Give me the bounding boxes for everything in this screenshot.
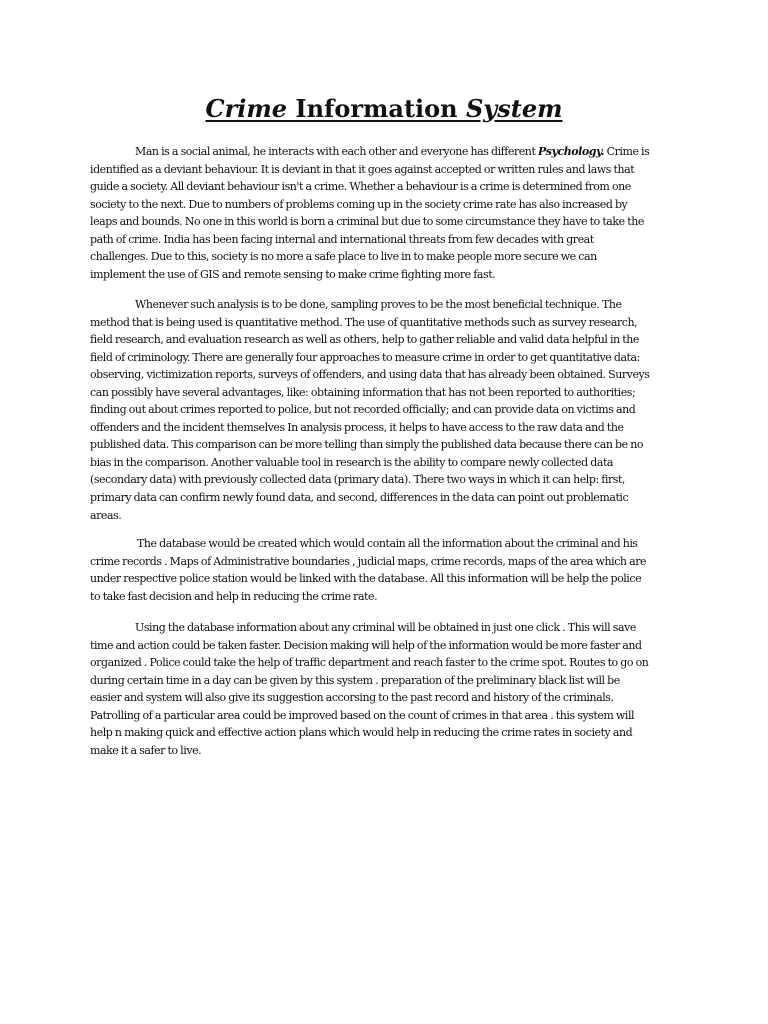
text-run: The database would be created which would contain all the information about the criminal and his: [137, 537, 638, 550]
paragraph-line: [90, 296, 680, 314]
paragraph-line: organized . Police could take the help of traffic department and reach faster to the crime spot. Routes to go on: [90, 656, 649, 670]
paragraph-line: finding out about crimes reported to police, but not recorded officially; and can provide data on victims and: [90, 403, 636, 417]
paragraph-line: help n making quick and effective action plans which would help in reducing the crime rates in society and: [90, 726, 633, 740]
emphasis-psychology: Psychology.: [537, 145, 605, 158]
title-word-information: Information: [287, 94, 466, 123]
paragraph-1: [90, 143, 680, 283]
paragraph-line: during certain time in a day can be given by this system . preparation of the preliminary black list will be: [90, 673, 620, 687]
paragraph-line: Patrolling of a particular area could be improved based on the count of crimes in that area . this system will: [90, 708, 635, 722]
paragraph-line: [90, 535, 680, 553]
paragraph-line: society to the next. Due to numbers of problems coming up in the society crime rate has also increased by: [90, 197, 628, 211]
paragraph-line: can possibly have several advantages, like: obtaining information that has not been reported to authorities;: [90, 385, 636, 399]
paragraph-line: observing, victimization reports, surveys of offenders, and using data that has already been obtained. Surveys: [90, 368, 650, 382]
text-run: Whenever such analysis is to be done, sampling proves to be the most beneficial technique. The: [135, 298, 622, 311]
paragraph-4: [90, 619, 680, 759]
paragraph-line: bias in the comparison. Another valuable tool in research is the ability to compare newly collected data: [90, 455, 614, 469]
paragraph-line: challenges. Due to this, society is no more a safe place to live in to make people more secure we can: [90, 250, 597, 264]
paragraph-line: identified as a deviant behaviour. It is deviant in that it goes against accepted or written rules and laws that: [90, 162, 635, 176]
paragraph-line: method that is being used is quantitative method. The use of quantitative methods such as survey research,: [90, 315, 638, 329]
paragraph-line: areas.: [90, 508, 122, 522]
paragraph-line: field research, and evaluation research as well as others, help to gather reliable and valid data helpful in the: [90, 333, 639, 347]
paragraph-line: [90, 619, 680, 637]
text-run: Using the database information about any criminal will be obtained in just one click . This will save: [135, 621, 636, 634]
paragraph-line: field of criminology. There are generally four approaches to measure crime in order to get quantitative data:: [90, 350, 640, 364]
paragraph-line: implement the use of GIS and remote sensing to make crime fighting more fast.: [90, 267, 496, 281]
text-run: Crime is: [604, 145, 650, 158]
paragraph-line: path of crime. India has been facing internal and international threats from few decades with great: [90, 232, 594, 246]
paragraph-3: [90, 535, 680, 605]
paragraph-line: [90, 143, 680, 161]
paragraph-line: (secondary data) with previously collected data (primary data). There two ways in which it can help: first,: [90, 473, 625, 487]
text-run: Man is a social animal, he interacts with each other and everyone has different: [135, 145, 538, 158]
paragraph-line: crime records . Maps of Administrative boundaries , judicial maps, crime records, maps of the area which are: [90, 554, 647, 568]
title-word-crime: Crime: [205, 94, 287, 123]
paragraph-line: guide a society. All deviant behaviour isn't a crime. Whether a behaviour is a crime is determined from one: [90, 180, 631, 194]
paragraph-2: [90, 296, 680, 524]
paragraph-line: published data. This comparison can be more telling than simply the published data because there can be no: [90, 438, 644, 452]
paragraph-line: offenders and the incident themselves In analysis process, it helps to have access to the raw data and the: [90, 420, 624, 434]
paragraph-line: make it a safer to live.: [90, 743, 202, 757]
paragraph-line: time and action could be taken faster. Decision making will help of the information would be more faster and: [90, 638, 642, 652]
page-title: [0, 92, 768, 126]
paragraph-line: under respective police station would be linked with the database. All this information will be help the police: [90, 572, 642, 586]
title-word-system: System: [465, 94, 563, 123]
paragraph-line: leaps and bounds. No one in this world is born a criminal but due to some circumstance they have to take the: [90, 215, 644, 229]
paragraph-line: easier and system will also give its suggestion accorsing to the past record and history of the criminals.: [90, 691, 614, 705]
paragraph-line: to take fast decision and help in reducing the crime rate.: [90, 589, 378, 603]
paragraph-line: primary data can confirm newly found data, and second, differences in the data can point out problematic: [90, 491, 629, 505]
